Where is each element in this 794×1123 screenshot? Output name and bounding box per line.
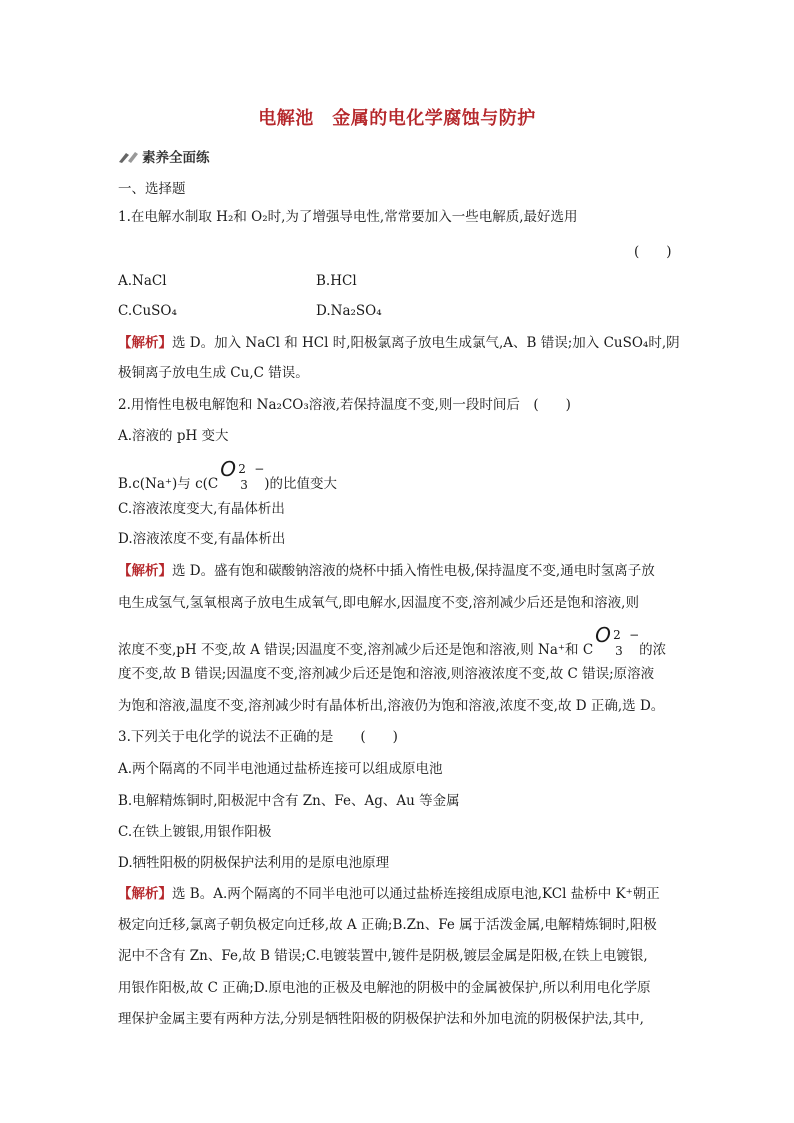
q3-stem: 3.下列关于电化学的说法不正确的是 ( ) bbox=[118, 729, 398, 745]
q1-answer-bracket: ( ) bbox=[634, 244, 672, 260]
q1-analysis-line-2: 极铜离子放电生成 Cu,C 错误。 bbox=[118, 365, 309, 381]
q2-option-c: C.溶液浓度变大,有晶体析出 bbox=[118, 501, 285, 517]
q1-stem: 1.在电解水制取 H₂和 O₂时,为了增强导电性,常常要加入一些电解质,最好选用 bbox=[118, 209, 578, 225]
part-heading: 一、选择题 bbox=[118, 181, 186, 197]
q1-option-b: B.HCl bbox=[316, 273, 357, 289]
analysis-label: 【解析】 bbox=[118, 886, 172, 902]
pencil-icon bbox=[118, 150, 140, 164]
q2-analysis-line-1: 【解析】选 D。盛有饱和碳酸钠溶液的烧杯中插入惰性电极,保持温度不变,通电时氢离子放 bbox=[118, 563, 655, 579]
q1-analysis-line-1: 【解析】选 D。加入 NaCl 和 HCl 时,阳极氯离子放电生成氯气,A、B 错误;加入 CuSO₄时,阴 bbox=[118, 335, 680, 351]
q2-analysis-line-2: 电生成氢气,氢氧根离子放电生成氧气,即电解水,因温度不变,溶剂减少后还是饱和溶液,则 bbox=[118, 595, 639, 611]
carbonate-ion-formula: O 2 3 − bbox=[595, 623, 640, 658]
q3-option-b: B.电解精炼铜时,阳极泥中含有 Zn、Fe、Ag、Au 等金属 bbox=[118, 793, 460, 809]
q3-analysis-line-1: 【解析】选 B。A.两个隔离的不同半电池可以通过盐桥连接组成原电池,KCl 盐桥中 K⁺朝正 bbox=[118, 886, 660, 902]
q2-analysis-line-4: 度不变,故 B 错误;因温度不变,溶剂减少后还是饱和溶液,则溶液浓度不变,故 C 错误;原溶液 bbox=[118, 666, 655, 682]
q2-stem: 2.用惰性电极电解饱和 Na₂CO₃溶液,若保持温度不变,则一段时间后 ( ) bbox=[118, 397, 571, 413]
q1-option-d: D.Na₂SO₄ bbox=[316, 303, 382, 319]
q1-option-c: C.CuSO₄ bbox=[118, 303, 177, 319]
q2-option-b: B.c(Na⁺)与 c(C O 2 3 − )的比值变大 bbox=[118, 457, 338, 492]
page-title: 电解池 金属的电化学腐蚀与防护 bbox=[258, 108, 536, 129]
analysis-label: 【解析】 bbox=[118, 563, 172, 579]
section-tag bbox=[118, 146, 210, 166]
q2-option-a: A.溶液的 pH 变大 bbox=[118, 428, 229, 444]
analysis-label: 【解析】 bbox=[118, 335, 172, 351]
q1-option-a: A.NaCl bbox=[118, 273, 167, 289]
q3-analysis-line-4: 用银作阳极,故 C 正确;D.原电池的正极及电解池的阴极中的金属被保护,所以利用电化学原 bbox=[118, 980, 651, 996]
q2-option-d: D.溶液浓度不变,有晶体析出 bbox=[118, 531, 286, 547]
q3-analysis-line-5: 理保护金属主要有两种方法,分别是牺牲阳极的阴极保护法和外加电流的阴极保护法,其中, bbox=[118, 1011, 644, 1027]
section-tag-label: 素养全面练 bbox=[142, 150, 210, 166]
q3-option-a: A.两个隔离的不同半电池通过盐桥连接可以组成原电池 bbox=[118, 761, 443, 777]
q3-option-d: D.牺牲阳极的阴极保护法利用的是原电池原理 bbox=[118, 855, 390, 871]
carbonate-ion-formula: O 2 3 − bbox=[220, 457, 265, 492]
q2-analysis-line-5: 为饱和溶液,温度不变,溶剂减少时有晶体析出,溶液仍为饱和溶液,浓度不变,故 D 正确,选 D。 bbox=[118, 698, 665, 714]
q3-analysis-line-2: 极定向迁移,氯离子朝负极定向迁移,故 A 正确;B.Zn、Fe 属于活泼金属,电解精炼铜时,阳极 bbox=[118, 917, 657, 933]
q3-analysis-line-3: 泥中不含有 Zn、Fe,故 B 错误;C.电镀装置中,镀件是阴极,镀层金属是阳极,在铁上电镀银, bbox=[118, 948, 648, 964]
q2-analysis-line-3: 浓度不变,pH 不变,故 A 错误;因温度不变,溶剂减少后还是饱和溶液,则 Na⁺和 C O 2 3 − 的浓 bbox=[118, 623, 667, 658]
q3-option-c: C.在铁上镀银,用银作阳极 bbox=[118, 824, 272, 840]
